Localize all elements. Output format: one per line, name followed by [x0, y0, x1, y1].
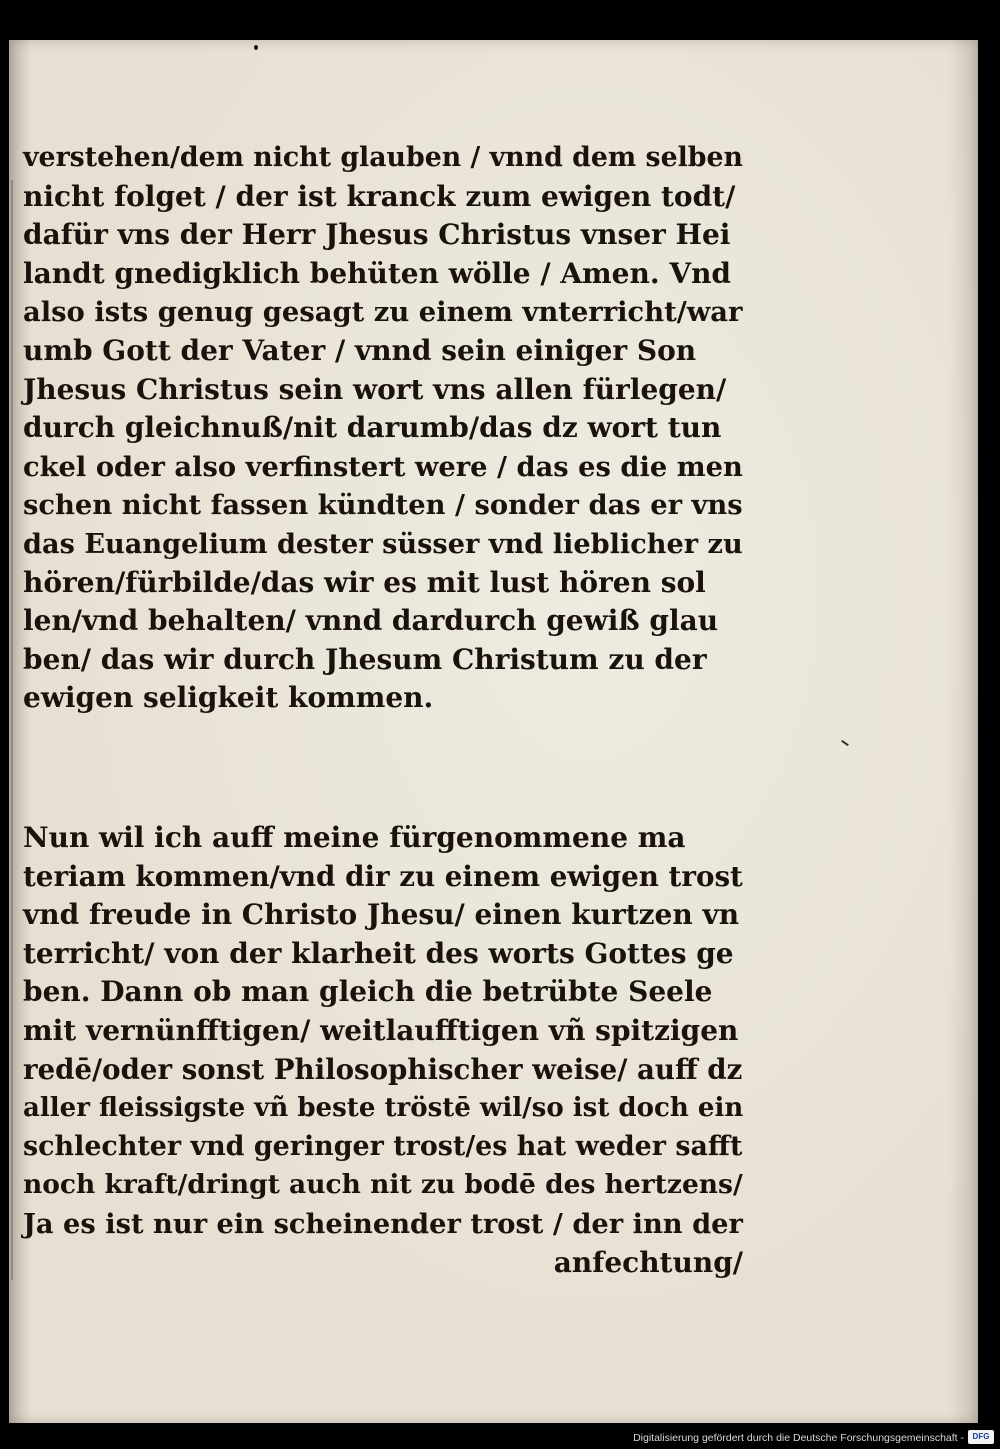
catchword: anfechtung/ [553, 1245, 743, 1279]
footer-bar [0, 1423, 1000, 1449]
text-line: dafür vns der Herr Jhesus Christus vnser Hei [23, 218, 731, 252]
text-line: also ists genug gesagt zu einem vnterricht/war [23, 296, 743, 329]
book-page [9, 40, 978, 1423]
funding-credit: Digitalisierung gefördert durch die Deutsche Forschungsgemeinschaft - [633, 1432, 964, 1444]
text-line: teriam kommen/vnd dir zu einem ewigen trost [23, 859, 743, 893]
text-line: schlechter vnd geringer trost/es hat weder safft [23, 1130, 743, 1162]
text-line: Nun wil ich auff meine fürgenommene ma [23, 821, 686, 854]
text-line: ben/ das wir durch Jhesum Christum zu der [23, 642, 707, 676]
text-line: redē/oder sonst Philosophischer weise/ auff dz [23, 1052, 743, 1086]
text-line: vnd freude in Christo Jhesu/ einen kurtzen vn [23, 898, 740, 932]
text-line: ckel oder also verfinstert were / das es die men [23, 450, 743, 483]
paragraph-2 [23, 819, 743, 1282]
text-line: len/vnd behalten/ vnnd dardurch gewiß glau [23, 604, 719, 638]
text-line: verstehen/dem nicht glauben / vnnd dem selben [23, 142, 743, 173]
text-line: Ja es ist nur ein scheinender trost / der inn der [23, 1207, 743, 1240]
text-line: mit vernünfftigen/ weitlaufftigen vñ spitzigen [23, 1013, 739, 1047]
text-line: landt gnedigklich behüten wölle / Amen. Vnd [23, 256, 731, 290]
text-line: durch gleichnuß/nit darumb/das dz wort tun [23, 411, 722, 445]
text-line: terricht/ von der klarheit des worts Gottes ge [23, 936, 734, 970]
text-line: aller fleissigste vñ beste tröstē wil/so ist doch ein [23, 1093, 744, 1124]
text-line: umb Gott der Vater / vnnd sein einiger Son [23, 333, 697, 367]
text-line: ewigen seligkeit kommen. [23, 681, 434, 715]
text-line: Jhesus Christus sein wort vns allen fürlegen/ [23, 372, 727, 406]
paragraph-1 [23, 139, 743, 718]
text-line: hören/fürbilde/das wir es mit lust hören sol [23, 565, 706, 599]
dfg-logo-icon: DFG [968, 1430, 994, 1444]
text-line: schen nicht fassen kündten / sonder das er vns [23, 489, 743, 522]
gutter-line [11, 180, 13, 1280]
ink-mark [841, 740, 849, 746]
text-line: ben. Dann ob man gleich die betrübte Seele [23, 975, 713, 1009]
ink-speck [254, 45, 258, 50]
text-line: das Euangelium dester süsser vnd lieblicher zu [23, 527, 743, 560]
text-line: nicht folget / der ist kranck zum ewigen todt/ [23, 179, 736, 213]
text-line: noch kraft/dringt auch nit zu bodē des hertzens/ [23, 1169, 743, 1201]
